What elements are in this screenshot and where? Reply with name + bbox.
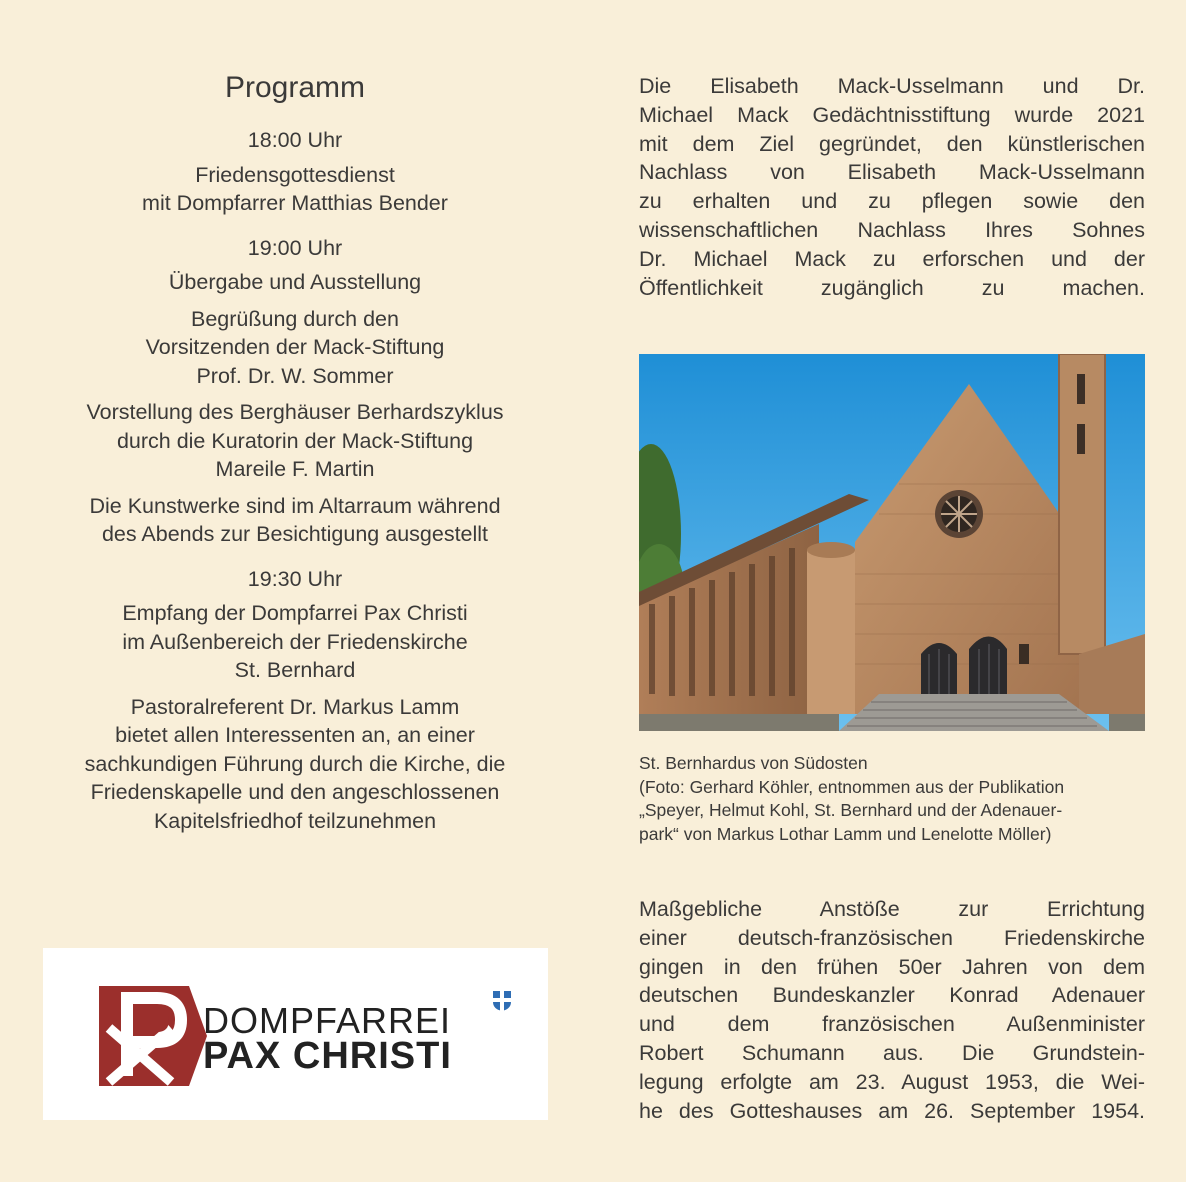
text-line: Maßgebliche Anstöße zur Errichtung xyxy=(639,897,1145,921)
item-line: Die Kunstwerke sind im Altarraum während xyxy=(89,493,501,518)
program-item xyxy=(40,268,550,297)
intro-paragraph xyxy=(639,72,1145,302)
program-title: Programm xyxy=(224,71,366,104)
item-line: Übergabe und Ausstellung xyxy=(168,270,422,294)
time-label: 19:30 Uhr xyxy=(247,566,343,591)
shield-icon xyxy=(492,990,512,1012)
item-line: Mareile F. Martin xyxy=(215,457,375,481)
program-item xyxy=(40,693,550,836)
item-line: Begrüßung durch den xyxy=(191,306,399,331)
text-line: und dem französischen Außenminister xyxy=(639,1012,1145,1037)
time-label: 18:00 Uhr xyxy=(247,128,343,152)
text-line: Robert Schumann aus. Die Grundstein- xyxy=(639,1040,1145,1065)
caption-line: park“ von Markus Lothar Lamm und Lenelotte Möller) xyxy=(639,823,1052,844)
item-line: sachkundigen Führung durch die Kirche, die xyxy=(84,751,506,776)
item-line: Vorstellung des Berghäuser Berhardszyklus xyxy=(86,400,504,424)
text-line: Michael Mack Gedächtnisstiftung wurde 2021 xyxy=(639,102,1145,127)
time-label: 19:00 Uhr xyxy=(247,235,343,260)
item-line: Empfang der Dompfarrei Pax Christi xyxy=(122,601,468,625)
text-line: legung erfolgte am 23. August 1953, die Wei- xyxy=(639,1069,1145,1094)
program-item xyxy=(40,398,550,484)
item-line: St. Bernhard xyxy=(234,658,356,682)
church-photo xyxy=(639,354,1145,731)
logo-line1: DOMPFARREI xyxy=(203,1000,452,1041)
text-line: mit dem Ziel gegründet, den künstlerischen xyxy=(639,131,1145,156)
pax-christi-logo xyxy=(43,948,548,1120)
history-paragraph xyxy=(639,895,1145,1125)
item-line: Vorsitzenden der Mack-Stiftung xyxy=(145,335,445,359)
text-line: zu erhalten und zu pflegen sowie den xyxy=(639,189,1145,214)
caption-line: (Foto: Gerhard Köhler, entnommen aus der Publikation xyxy=(639,776,1065,797)
text-line: Die Elisabeth Mack-Usselmann und Dr. xyxy=(639,74,1145,98)
item-line: Friedensgottesdienst xyxy=(195,162,395,187)
item-line: Kapitelsfriedhof teilzunehmen xyxy=(153,808,437,833)
photo-caption xyxy=(639,752,1159,846)
item-line: im Außenbereich der Friedenskirche xyxy=(122,629,468,654)
text-line: he des Gotteshauses am 26. September 1954. xyxy=(639,1098,1145,1123)
program-section xyxy=(40,70,550,843)
program-item xyxy=(40,161,550,218)
item-line: Friedenskapelle und den angeschlossenen xyxy=(90,780,500,804)
text-line: deutschen Bundeskanzler Konrad Adenauer xyxy=(639,983,1145,1008)
item-line: des Abends zur Besichtigung ausgestellt xyxy=(101,522,489,546)
item-line: durch die Kuratorin der Mack-Stiftung xyxy=(116,428,474,453)
text-line: Dr. Michael Mack zu erforschen und der xyxy=(639,246,1145,271)
text-line: Öffentlichkeit zugänglich zu machen. xyxy=(639,275,1145,300)
item-line: Pastoralreferent Dr. Markus Lamm xyxy=(130,694,460,719)
program-item xyxy=(40,305,550,391)
text-line: wissenschaftlichen Nachlass Ihres Sohnes xyxy=(639,217,1145,242)
text-line: gingen in den frühen 50er Jahren von dem xyxy=(639,954,1145,979)
text-line: Nachlass von Elisabeth Mack-Usselmann xyxy=(639,160,1145,185)
item-line: mit Dompfarrer Matthias Bender xyxy=(142,191,448,215)
caption-line: „Speyer, Helmut Kohl, St. Bernhard und der Adenauer- xyxy=(639,800,1063,820)
text-line: einer deutsch-französischen Friedenskirche xyxy=(639,925,1145,950)
church-illustration xyxy=(639,354,1145,731)
item-line: bietet allen Interessenten an, an einer xyxy=(115,723,475,747)
program-item xyxy=(40,599,550,685)
caption-line: St. Bernhardus von Südosten xyxy=(639,753,868,773)
item-line: Prof. Dr. W. Sommer xyxy=(196,363,394,388)
program-item xyxy=(40,492,550,549)
logo-line2: PAX CHRISTI xyxy=(203,1035,452,1077)
